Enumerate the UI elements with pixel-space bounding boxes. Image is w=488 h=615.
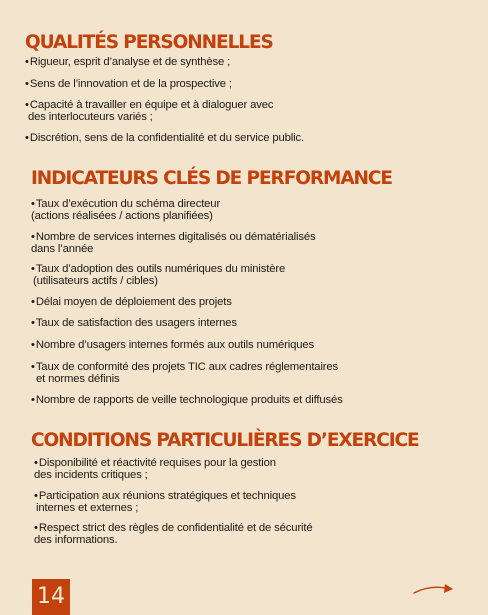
bullet: • [31, 361, 35, 373]
list-item-text-continued: dans l’année [31, 242, 94, 255]
list-item-text: Respect strict des règles de confidentialité et de sécurité [38, 522, 313, 534]
list-item-text: Sens de l’innovation et de la prospective ; [29, 78, 232, 90]
list-item-text: Taux de conformité des projets TIC aux cadres réglementaires [35, 361, 339, 373]
list-item [31, 232, 315, 255]
bullet: • [25, 99, 29, 111]
list-item-text-continued: internes et externes ; [36, 501, 139, 514]
bullet: • [31, 339, 35, 351]
bullet: • [34, 490, 38, 502]
bullet: • [31, 394, 35, 406]
page-number: 14 [32, 579, 70, 615]
list-item-text-continued: des interlocuteurs variés ; [28, 110, 153, 123]
bullet: • [25, 78, 29, 90]
bullet: • [34, 457, 38, 469]
list-item [31, 362, 338, 385]
list-item [25, 133, 304, 145]
list-item-text: Rigueur, esprit d’analyse et de synthèse ; [29, 56, 231, 68]
list-item-text-continued: (utilisateurs actifs / cibles) [33, 274, 158, 287]
list-item [25, 79, 232, 91]
bullet: • [31, 296, 35, 308]
list-item [34, 491, 296, 514]
list-item [31, 264, 285, 287]
bullet: • [34, 522, 38, 534]
list-item [34, 523, 313, 546]
section-title-indicateurs: INDICATEURS CLÉS DE PERFORMANCE [31, 168, 392, 189]
list-item-text: Taux d’exécution du schéma directeur [35, 198, 221, 210]
list-item [25, 100, 273, 123]
list-item [31, 199, 220, 222]
list-item-text: Nombre de services internes digitalisés ou dématérialisés [35, 231, 316, 243]
list-item [31, 395, 343, 407]
bullet: • [31, 231, 35, 243]
list-item-text: Capacité à travailler en équipe et à dialoguer avec [29, 99, 274, 111]
list-item [31, 340, 314, 352]
bullet: • [31, 198, 35, 210]
bullet: • [31, 263, 35, 275]
section-title-qualites: QUALITÉS PERSONNELLES [25, 32, 273, 53]
list-item-text-continued: (actions réalisées / actions planifiées) [31, 209, 213, 222]
list-item [25, 57, 230, 69]
list-item-text: Disponibilité et réactivité requises pour la gestion [38, 457, 276, 469]
list-item-text: Taux de satisfaction des usagers internes [35, 317, 237, 329]
list-item-text: Nombre d’usagers internes formés aux outils numériques [35, 339, 315, 351]
section-title-conditions: CONDITIONS PARTICULIÈRES D’EXERCICE [31, 430, 419, 451]
list-item [34, 458, 276, 481]
list-item [31, 297, 232, 309]
bullet: • [25, 132, 29, 144]
list-item-text: Taux d’adoption des outils numériques du ministère [35, 263, 286, 275]
list-item-text: Participation aux réunions stratégiques et techniques [38, 490, 296, 502]
arrow-right-icon[interactable] [412, 580, 458, 598]
bullet: • [25, 56, 29, 68]
list-item-text: Délai moyen de déploiement des projets [35, 296, 232, 308]
list-item-text-continued: et normes définis [36, 372, 120, 385]
list-item-text: Discrétion, sens de la confidentialité et du service public. [29, 132, 305, 144]
list-item-text: Nombre de rapports de veille technologique produits et diffusés [35, 394, 343, 406]
bullet: • [31, 317, 35, 329]
list-item-text-continued: des informations. [34, 533, 118, 546]
list-item [31, 318, 237, 330]
list-item-text-continued: des incidents critiques ; [34, 468, 148, 481]
